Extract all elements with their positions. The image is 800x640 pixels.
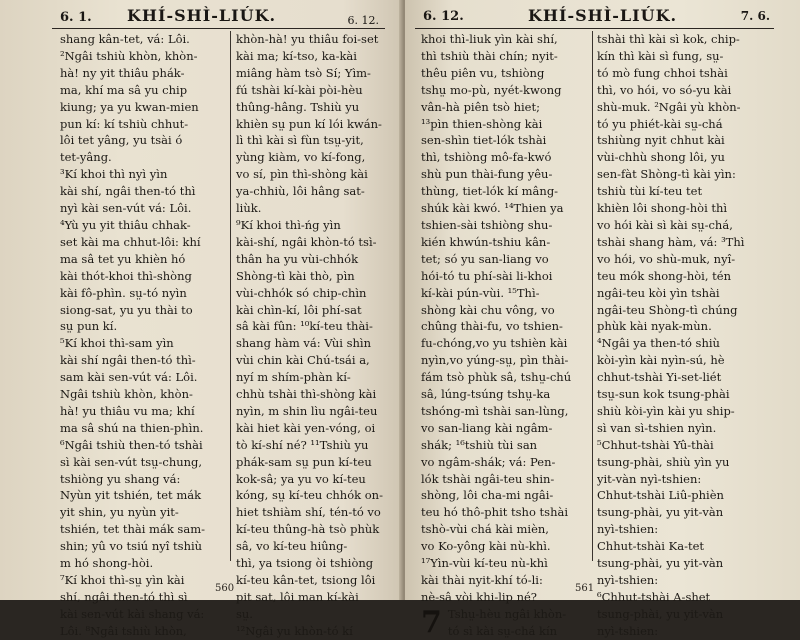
text-line: nyì-tshien:: [597, 623, 659, 638]
text-line: kí-teu kân-tet, tsiong lôi: [236, 573, 376, 587]
text-line: sṳ.: [236, 606, 253, 621]
text-line: tshien-sài tshiòng shu-: [421, 217, 553, 232]
text-line: set kài ma chhut-lôi: khí: [60, 234, 201, 249]
text-line: tshài shang hàm, vá: ³Thì: [597, 234, 745, 249]
text-line: siong-sat, yu yu thài to: [60, 302, 193, 317]
text-line: miâng hàm tsò Sí; Yìm-: [236, 65, 371, 80]
text-line: Chhut-tshài Ka-tet: [597, 539, 705, 554]
left-running-header: [0, 4, 403, 28]
right-page: [405, 0, 800, 640]
text-line: ¹²Ngâi yu khòn-tó kí: [236, 623, 353, 638]
text-line: tshṳ mo-pù, nyét-kwong: [421, 82, 562, 97]
text-line: m hó shong-hòi.: [60, 556, 154, 571]
text-line: ⁶Ngâi tshiù then-tó tshài: [60, 437, 203, 452]
text-line: shiù kòi-yìn kài yu ship-: [597, 403, 735, 418]
text-line: tsung-phài, yu yit-vàn: [597, 606, 724, 621]
text-line: kài ma; kí-tso, ka-kài: [236, 48, 357, 63]
text-line: kí-teu thûng-hà tsò phùk: [236, 522, 380, 537]
text-line: teu mók shong-hòi, tén: [597, 268, 731, 283]
text-line: ⁵Kí khoi thì-sam yìn: [60, 336, 174, 351]
text-line: nyìn, m shin lìu ngâi-teu: [236, 403, 378, 418]
text-line: hiet tshiàm shí, tén-tó vo: [236, 505, 381, 520]
text-line: kok-sâ; ya yu vo kí-teu: [236, 471, 366, 486]
text-line: lôi tet yâng, yu tsài ó: [60, 133, 183, 148]
text-line: shang hàm vá: Vùi shìn: [236, 336, 371, 351]
text-line: kiung; ya yu kwan-mien: [60, 99, 199, 114]
left-header-reference-start: 6. 1.: [60, 10, 92, 25]
text-line: vân-hà piên tsò hiet;: [421, 99, 540, 114]
text-line: tò kí-shí né? ¹¹Tshiù yu: [236, 437, 369, 452]
text-line: thùng, tiet-lók kí mâng-: [421, 184, 559, 199]
text-line: hà! ny yit thiâu phák-: [60, 65, 185, 80]
text-line: yùng kiàm, vo kí-fong,: [236, 150, 366, 165]
text-line: nyìn,vo yúng-sṳ, pìn thài-: [421, 353, 569, 368]
text-line: tsung-phài, yu yit-vàn: [597, 505, 724, 520]
text-line: kóng, sṳ kí-teu chhók on-: [236, 488, 383, 503]
text-line: nyì-tshien:: [597, 522, 659, 537]
text-line: vo hói kài sì kài sṳ-chá,: [597, 217, 733, 232]
text-line: sâ, vo kí-teu hiûng-: [236, 539, 348, 554]
text-line: tshóng-mì tshài san-lùng,: [421, 403, 569, 418]
text-line: pit sat, lôi man kí-kài: [236, 589, 359, 604]
text-line: tsung-phài, yu yit-vàn: [597, 556, 724, 571]
text-line: kài-shí, ngâi khòn-tó tsì-: [236, 234, 377, 249]
text-line: tó sì kài sṳ-chá kín: [447, 623, 558, 638]
left-header-title: KHÍ-SHÌ-LIÚK.: [126, 6, 277, 25]
text-line: tshién, tet thài mák sam-: [60, 522, 205, 537]
text-line: kòi-yìn kài nyìn-sú, hè: [597, 353, 725, 368]
text-line: Chhut-tshài Liû-phièn: [597, 488, 724, 503]
right-header-title: KHÍ-SHÌ-LIÚK.: [527, 6, 678, 25]
right-page-number: 561: [575, 583, 595, 594]
text-line: thì, ya tsiong òi tshiòng: [236, 556, 374, 571]
text-line: tshiùng nyit chhut kài: [597, 133, 725, 148]
text-line: shòng kài chu vông, vo: [421, 302, 555, 317]
text-line: kài fô-phìn. sṳ-tó nyìn: [60, 285, 187, 300]
text-line: ⁵Chhut-tshài Yû-thài: [597, 437, 714, 452]
text-line: kién khwún-tshiu kân-: [421, 234, 551, 249]
right-header-reference-start: 6. 12.: [423, 9, 464, 24]
left-page-column-1: [60, 31, 220, 638]
text-line: kài thót-khoi thì-shòng: [60, 268, 192, 283]
right-page-column-2: [597, 31, 769, 638]
text-line: kài shí, ngâi then-tó thì: [60, 184, 196, 199]
text-line: Shòng-tì kài thò, pìn: [236, 268, 355, 283]
text-line: kí-kài pún-vùi. ¹⁵Thì-: [421, 285, 540, 300]
text-line: chhù tshài thì-shòng kài: [236, 387, 377, 402]
text-line: ⁷Kí khoi thì-sṳ yìn kài: [60, 573, 185, 587]
text-line: vo san-liang kài ngâm-: [421, 420, 553, 435]
text-line: ⁴Yù yu yit thiâu chhak-: [60, 217, 191, 232]
text-line: shí, ngâi then-tó thì sì: [60, 589, 188, 604]
text-line: kài shí ngâi then-tó thì-: [60, 353, 196, 368]
right-header-rule: [415, 28, 774, 29]
left-header-reference-end: 6. 12.: [347, 14, 379, 27]
right-header-reference-end: 7. 6.: [740, 9, 770, 23]
text-line: sì van sì-tshien nyìn.: [597, 420, 717, 435]
text-line: Lôi. ⁸Ngâi tshiù khòn,: [60, 623, 187, 638]
text-line: nyì kài sen-vút vá: Lôi.: [60, 201, 192, 216]
left-page-column-2: [236, 31, 390, 638]
text-line: tshiù tùi kí-teu tet: [597, 184, 703, 199]
text-line: tó yu phiét-kài sṳ-chá: [597, 116, 723, 131]
text-line: fu-chóng,vo yu tshièn kài: [421, 336, 568, 351]
text-line: yit-vàn nyì-tshien:: [597, 471, 702, 486]
text-line: sâ kài fûn: ¹⁰kí-teu thài-: [236, 319, 373, 334]
text-line: hói-tó tu phí-sài li-khoi: [421, 268, 553, 283]
text-line: thûng-hâng. Tshiù yu: [236, 99, 360, 114]
text-line: nyì-tshien:: [597, 573, 659, 587]
text-line: lók tshài ngâi-teu shin-: [421, 471, 555, 486]
left-page-number: 560: [215, 583, 235, 594]
text-line: sâ, lúng-tsúng tshṳ-ka: [421, 387, 551, 402]
text-line: fú tshài kí-kài pòi-hèu: [236, 82, 363, 97]
text-line: kín thì kài sì fung, sṳ-: [597, 48, 724, 63]
text-line: sen-shìn tiet-lók tshài: [421, 133, 547, 148]
text-line: phùk kài nyak-mùn.: [597, 319, 712, 334]
text-line: pun kí: kí tshiù chhut-: [60, 116, 189, 131]
text-line: ⁴Ngâi ya then-tó shiù: [597, 336, 720, 351]
text-line: nyí m shím-phàn kí-: [236, 370, 351, 385]
text-line: ¹³pìn thien-shòng kài: [421, 116, 543, 131]
text-line: liùk.: [236, 201, 262, 216]
text-line: Tshṳ-hèu ngâi khòn-: [447, 606, 567, 621]
text-line: tet; só yu san-liang vo: [421, 251, 549, 266]
text-line: shúk kài kwó. ¹⁴Thien ya: [421, 201, 564, 216]
text-line: hà! yu thiâu vu ma; khí: [60, 403, 195, 418]
text-line: kài sen-vút kài shang vá:: [60, 606, 205, 621]
text-line: kài hiet kài yen-vóng, oi: [236, 420, 376, 435]
text-line: thân ha yu vùi-chhók: [236, 251, 359, 266]
text-line: tó mò fung chhoi tshài: [597, 65, 728, 80]
text-line: thêu piên vu, tshiòng: [421, 65, 545, 80]
text-line: sṳ pun kí.: [60, 319, 118, 334]
text-line: teu hó thô-phit tsho tshài: [421, 505, 569, 520]
text-line: kài thài nyit-khí tó-li:: [421, 573, 543, 587]
text-line: ya-chhiù, lôi hâng sat-: [236, 184, 365, 199]
text-line: vùi-chhù shong lôi, yu: [597, 150, 725, 165]
chapter-number: 7: [421, 604, 442, 640]
text-line: ³Kí khoi thì nyì yìn: [60, 167, 168, 182]
chapter-7-start: [421, 606, 587, 640]
text-line: Nyùn yit tshién, tet mák: [60, 488, 202, 503]
text-line: khièn lôi shong-hòi thì: [597, 201, 728, 216]
text-line: shák; ¹⁶tshiù tùi san: [421, 437, 538, 452]
text-line: thì tshiù thài chín; nyit-: [421, 48, 558, 63]
text-line: khoi thì-liuk yìn kài shí,: [421, 32, 558, 46]
text-line: vo ngâm-shák; vá: Pen-: [421, 454, 556, 469]
text-line: shù-muk. ²Ngâi yù khòn-: [597, 99, 741, 114]
text-line: ⁹Kí khoi thì-ńg yìn: [236, 217, 341, 232]
text-line: ngâi-teu Shòng-tì chúng: [597, 302, 738, 317]
text-line: ngâi-teu kòi yìn tshài: [597, 285, 720, 300]
text-line: tshài thì kài sì kok, chip-: [597, 32, 740, 46]
text-line: khièn sṳ pun kí lói kwán-: [236, 116, 382, 131]
text-line: vùi chin kài Chú-tsái a,: [236, 353, 370, 368]
text-line: thì, tshiòng mô-fa-kwó: [421, 150, 552, 165]
text-line: lì thì kài sì fùn tsṳ-yit,: [236, 133, 364, 148]
text-line: ¹⁷Yìn-vùi kí-teu nù-khì: [421, 556, 548, 571]
left-header-rule: [52, 28, 385, 29]
text-line: nè-sâ vòi khi-lip né?: [421, 589, 537, 604]
text-line: tet-yâng.: [60, 150, 112, 165]
text-line: thì, vo hói, vo só-yu kài: [597, 82, 732, 97]
text-line: ⁶Chhut-tshài A-shet: [597, 589, 711, 604]
text-line: Ngâi tshiù khòn, khòn-: [60, 387, 193, 402]
text-line: vo sí, pìn thì-shòng kài: [236, 167, 368, 182]
text-line: shù pun thài-fung yêu-: [421, 167, 553, 182]
text-line: chûng thài-fu, vo tshien-: [421, 319, 563, 334]
text-line: vo Ko-yông kài nù-khì.: [421, 539, 551, 554]
text-line: sì kài sen-vút tsṳ-chung,: [60, 454, 203, 469]
text-line: ma sâ shú na thien-phìn.: [60, 420, 204, 435]
text-line: sam kài sen-vút vá: Lôi.: [60, 370, 198, 385]
text-line: tshò-vùi chá kài mièn,: [421, 522, 549, 537]
right-running-header: [405, 4, 800, 28]
text-line: vùi-chhók só chip-chìn: [236, 285, 367, 300]
text-line: kài chìn-kí, lôi phí-sat: [236, 302, 362, 317]
text-line: shin; yû vo tsiú nyî tshiù: [60, 539, 203, 554]
text-line: sen-fàt Shòng-tì kài yìn:: [597, 167, 736, 182]
text-line: yit shin, yu nyùn yit-: [60, 505, 179, 520]
text-line: ma, khí ma sâ yu chip: [60, 82, 188, 97]
text-line: fám tsò phùk sâ, tshṳ-chú: [421, 370, 572, 385]
text-line: shang kân-tet, vá: Lôi.: [60, 32, 190, 46]
right-column-divider: [592, 31, 593, 561]
text-line: shòng, lôi cha-mi ngâi-: [421, 488, 554, 503]
text-line: phák-sam sṳ pun kí-teu: [236, 454, 372, 469]
text-line: vo hói, vo shù-muk, nyî-: [597, 251, 736, 266]
text-line: tsung-phài, shiù yìn yu: [597, 454, 730, 469]
text-line: ²Ngâi tshiù khòn, khòn-: [60, 48, 198, 63]
text-line: tsṳ-sun kok tsung-phài: [597, 387, 730, 402]
text-line: tshiòng yu shang vá:: [60, 471, 181, 486]
left-column-divider: [230, 31, 231, 561]
text-line: ma sâ tet yu khièn hó: [60, 251, 186, 266]
text-line: chhut-tshài Yi-set-liét: [597, 370, 722, 385]
text-line: khòn-hà! yu thiâu foi-set: [236, 32, 379, 46]
